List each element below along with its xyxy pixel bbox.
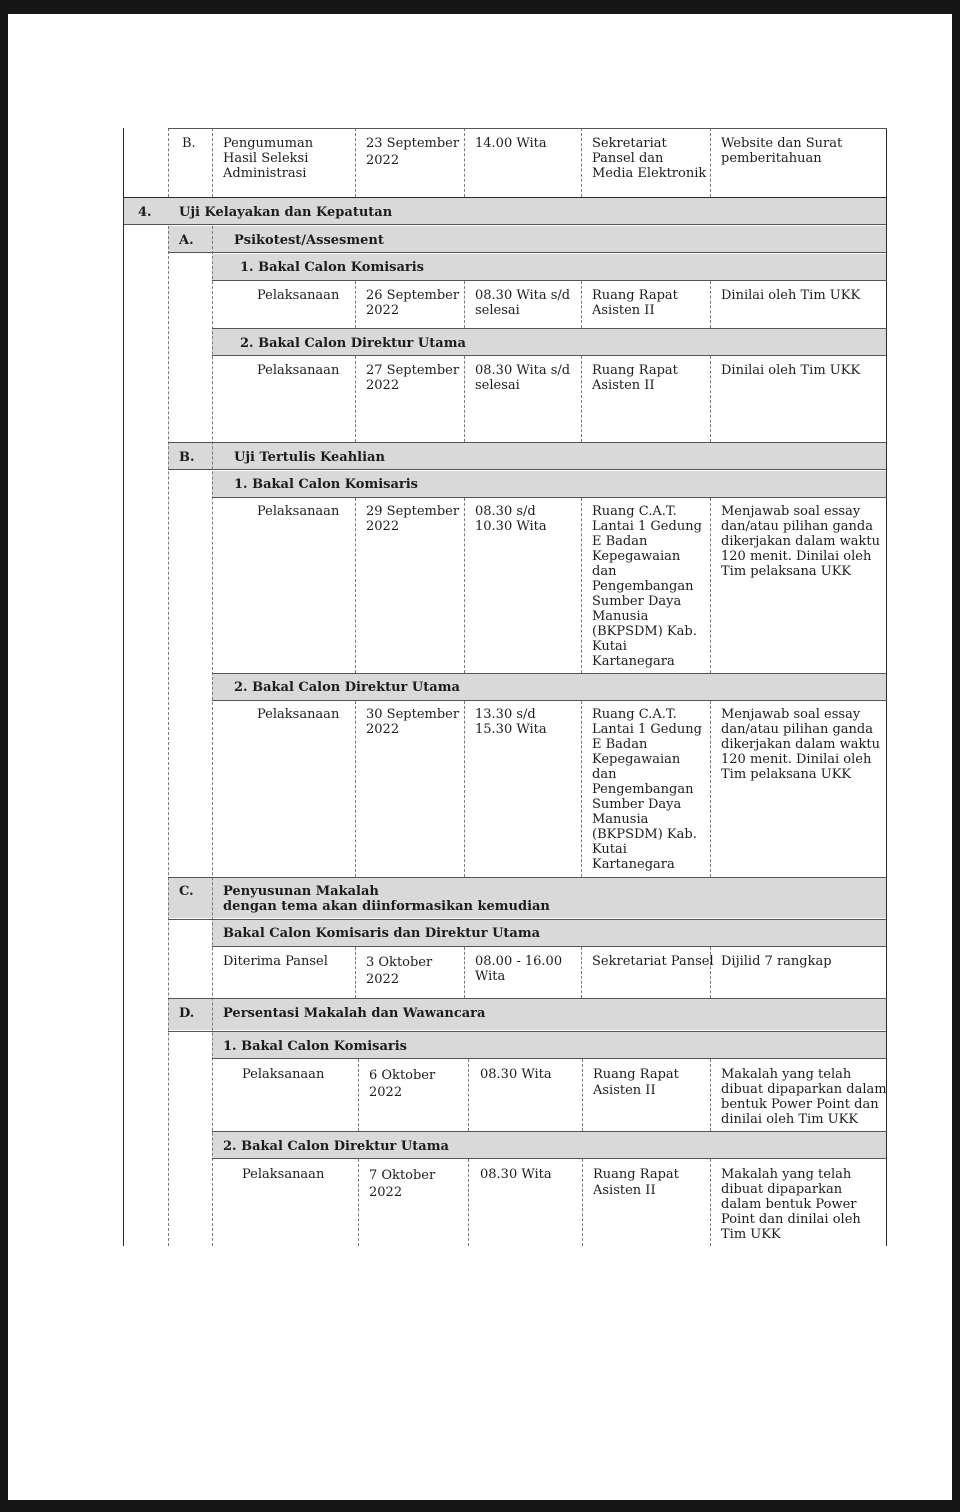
row-rule: [212, 355, 887, 356]
col-rule: [464, 947, 465, 998]
col-rule: [710, 1159, 711, 1246]
col-rule: [710, 1059, 711, 1131]
place-cell: Sekretariat Pansel dan Media Elektronik: [592, 136, 707, 181]
col-rule: [582, 1159, 583, 1246]
time-cell: 08.30 s/d 10.30 Wita: [475, 504, 547, 534]
time-cell: 13.30 s/d 15.30 Wita: [475, 707, 547, 737]
subsection-title: 2. Bakal Calon Direktur Utama: [234, 680, 460, 695]
col-rule: [581, 498, 582, 673]
activity-cell: Pelaksanaan: [242, 1167, 325, 1182]
activity-cell: Diterima Pansel: [223, 954, 328, 969]
date-cell: 29 September 2022: [366, 504, 460, 534]
place-cell: Sekretariat Pansel: [592, 954, 714, 969]
col-rule: [355, 128, 356, 197]
col-rule: [581, 281, 582, 328]
section-b-title: Uji Tertulis Keahlian: [234, 450, 385, 465]
row-rule: [212, 946, 887, 947]
note-cell: Dinilai oleh Tim UKK: [721, 363, 861, 378]
col-rule: [355, 356, 356, 442]
date-cell: 27 September 2022: [366, 363, 460, 393]
place-cell: Ruang Rapat Asisten II: [593, 1167, 679, 1198]
place-cell: Ruang C.A.T. Lantai 1 Gedung E Badan Kepegawaian dan Pengembangan Sumber Daya Manusia (BKPSDM) Kab. Kutai Kartanegara: [592, 504, 702, 669]
col-rule: [355, 947, 356, 998]
time-cell: 08.30 Wita s/d selesai: [475, 288, 571, 318]
row-rule: [168, 1031, 887, 1032]
time-cell: 08.30 Wita: [480, 1167, 552, 1182]
date-cell: 30 September 2022: [366, 707, 460, 737]
row-rule: [212, 497, 887, 498]
col-rule: [582, 1059, 583, 1131]
date-cell: 6 Oktober 2022: [369, 1068, 436, 1100]
col-rule: [355, 498, 356, 673]
col-rule: [464, 356, 465, 442]
section-b-letter: B.: [179, 450, 195, 465]
col-rule: [581, 356, 582, 442]
col-rule: [468, 1159, 469, 1246]
note-cell: Makalah yang telah dibuat dipaparkan dalam bentuk Power Point dan dinilai oleh Tim UKK: [721, 1167, 861, 1242]
row-letter: B.: [182, 136, 196, 151]
row-rule: [212, 673, 887, 674]
col-rule: [710, 498, 711, 673]
time-cell: 14.00 Wita: [475, 136, 547, 151]
time-cell: 08.00 - 16.00 Wita: [475, 954, 563, 984]
subsection-title: 2. Bakal Calon Direktur Utama: [240, 336, 466, 351]
col-rule: [168, 226, 169, 1246]
col-rule: [710, 701, 711, 877]
col-rule: [581, 947, 582, 998]
col-rule: [358, 1159, 359, 1246]
col-rule: [464, 128, 465, 197]
subsection-title: Bakal Calon Komisaris dan Direktur Utama: [223, 926, 541, 941]
section-c-title: Penyusunan Makalah dengan tema akan diinformasikan kemudian: [223, 884, 550, 914]
col-rule: [581, 128, 582, 197]
section-c-letter: C.: [179, 884, 194, 899]
col-rule: [355, 701, 356, 877]
note-cell: Dinilai oleh Tim UKK: [721, 288, 861, 303]
subsection-title: 1. Bakal Calon Komisaris: [223, 1039, 407, 1054]
place-cell: Ruang C.A.T. Lantai 1 Gedung E Badan Kepegawaian dan Pengembangan Sumber Daya Manusia (BKPSDM) Kab. Kutai Kartanegara: [592, 707, 702, 872]
subsection-title: 1. Bakal Calon Komisaris: [240, 260, 424, 275]
activity-cell: Pelaksanaan: [257, 504, 340, 519]
section-4-number: 4.: [138, 205, 152, 220]
subsection-title: 1. Bakal Calon Komisaris: [234, 477, 418, 492]
subsection-title: 2. Bakal Calon Direktur Utama: [223, 1139, 449, 1154]
time-cell: 08.30 Wita s/d selesai: [475, 363, 571, 393]
col-rule: [358, 1059, 359, 1131]
row-rule: [212, 700, 887, 701]
activity-cell: Pelaksanaan: [257, 707, 340, 722]
activity-cell: Pelaksanaan: [242, 1067, 325, 1082]
section-d-letter: D.: [179, 1006, 195, 1021]
row-rule: [168, 919, 887, 920]
table-left-border: [123, 128, 124, 1246]
row-rule: [212, 328, 887, 329]
date-cell: 26 September 2022: [366, 288, 460, 318]
document-page: [8, 14, 952, 1500]
row-rule: [168, 469, 887, 470]
col-rule: [464, 281, 465, 328]
note-cell: Dijilid 7 rangkap: [721, 954, 832, 969]
section-d-title: Persentasi Makalah dan Wawancara: [223, 1006, 486, 1021]
col-rule: [710, 281, 711, 328]
note-cell: Makalah yang telah dibuat dipaparkan dalam bentuk Power Point dan dinilai oleh Tim UKK: [721, 1067, 887, 1127]
row-rule: [168, 128, 887, 129]
col-rule: [212, 128, 213, 197]
col-rule: [468, 1059, 469, 1131]
section-a-title: Psikotest/Assesment: [234, 233, 384, 248]
row-rule: [212, 1131, 887, 1132]
row-rule: [124, 224, 887, 225]
section-4-title: Uji Kelayakan dan Kepatutan: [179, 205, 393, 220]
date-cell: 3 Oktober 2022: [366, 955, 433, 987]
col-rule: [710, 356, 711, 442]
row-rule: [212, 1158, 887, 1159]
time-cell: 08.30 Wita: [480, 1067, 552, 1082]
row-rule: [212, 280, 887, 281]
activity-cell: Pelaksanaan: [257, 288, 340, 303]
row-rule: [168, 252, 887, 253]
note-cell: Website dan Surat pemberitahuan: [721, 136, 843, 166]
col-rule: [464, 701, 465, 877]
col-rule: [710, 128, 711, 197]
row-rule: [168, 998, 887, 999]
col-rule: [355, 281, 356, 328]
place-cell: Ruang Rapat Asisten II: [592, 288, 678, 318]
row-rule: [124, 197, 887, 198]
col-rule: [168, 128, 169, 197]
row-rule: [168, 877, 887, 878]
col-rule: [581, 701, 582, 877]
row-rule: [168, 442, 887, 443]
note-cell: Menjawab soal essay dan/atau pilihan ganda dikerjakan dalam waktu 120 menit. Dinilai oleh Tim pelaksana UKK: [721, 707, 880, 782]
note-cell: Menjawab soal essay dan/atau pilihan ganda dikerjakan dalam waktu 120 menit. Dinilai oleh Tim pelaksana UKK: [721, 504, 880, 579]
section-a-letter: A.: [179, 233, 194, 248]
col-rule: [464, 498, 465, 673]
col-rule: [212, 226, 213, 1246]
activity-cell: Pengumuman Hasil Seleksi Administrasi: [223, 136, 314, 181]
row-rule: [212, 1058, 887, 1059]
activity-cell: Pelaksanaan: [257, 363, 340, 378]
place-cell: Ruang Rapat Asisten II: [592, 363, 678, 393]
date-cell: 23 September 2022: [366, 136, 460, 168]
place-cell: Ruang Rapat Asisten II: [593, 1067, 679, 1098]
date-cell: 7 Oktober 2022: [369, 1168, 436, 1200]
